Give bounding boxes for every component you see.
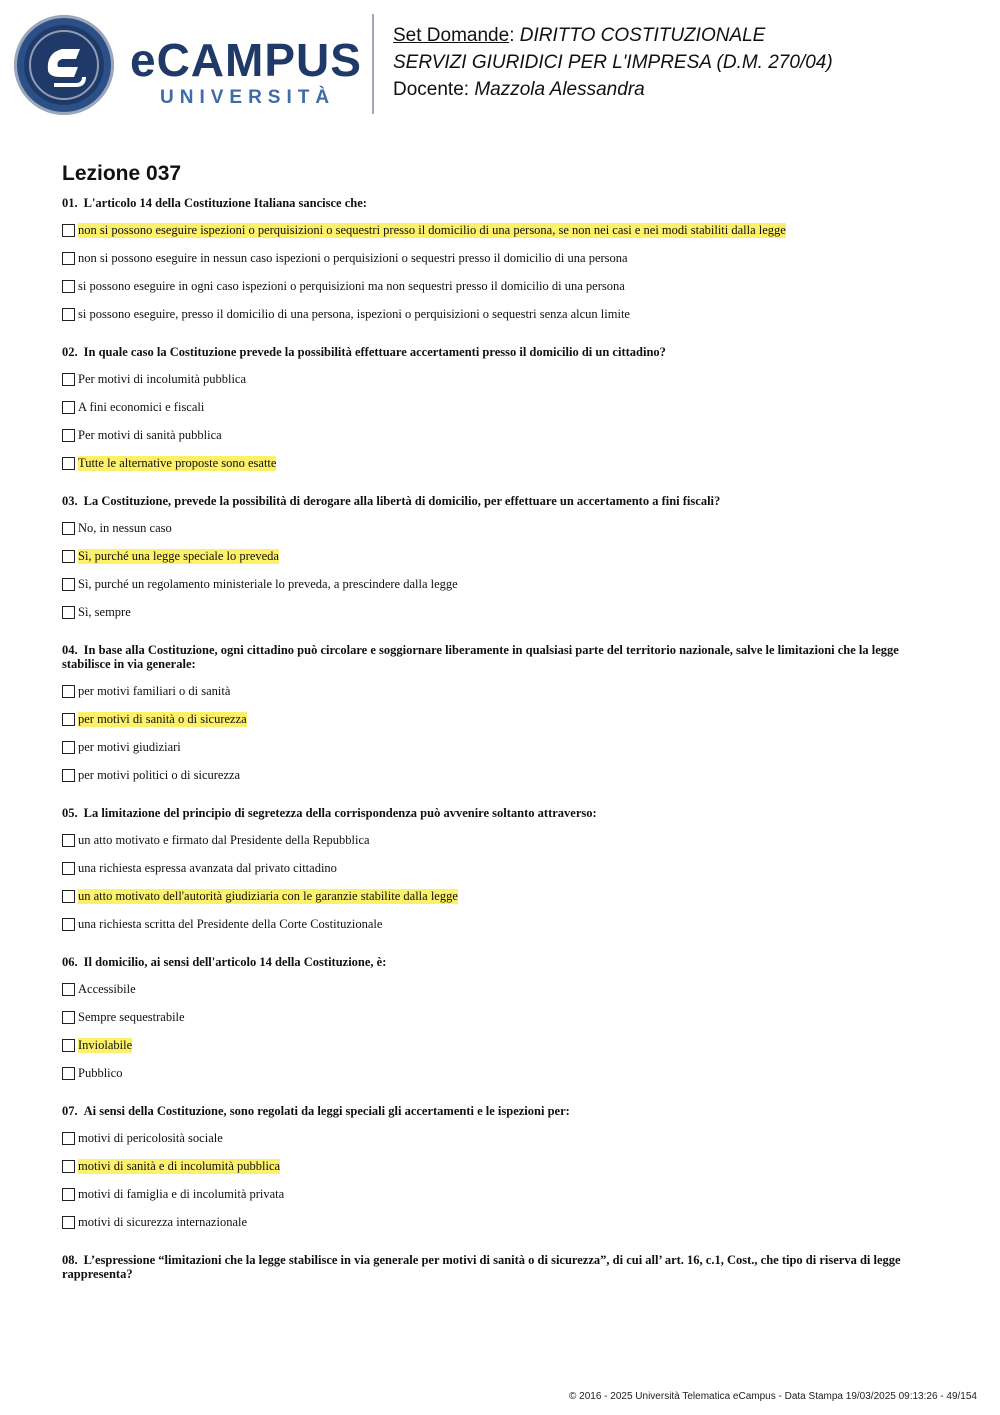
answer-checkbox[interactable] bbox=[62, 373, 75, 386]
question-label: Ai sensi della Costituzione, sono regolati da leggi speciali gli accertamenti e le ispezioni per: bbox=[83, 1104, 570, 1118]
header-divider bbox=[372, 14, 374, 114]
answer-option[interactable] bbox=[62, 1180, 932, 1208]
answer-option[interactable] bbox=[62, 1031, 932, 1059]
answer-checkbox[interactable] bbox=[62, 983, 75, 996]
answer-option[interactable] bbox=[62, 854, 932, 882]
degree-line bbox=[393, 49, 833, 76]
answer-option[interactable] bbox=[62, 216, 932, 244]
degree-name: SERVIZI GIURIDICI PER L'IMPRESA (D.M. 270/04) bbox=[393, 52, 833, 73]
question-number: 06. bbox=[62, 955, 78, 969]
answer-option[interactable] bbox=[62, 761, 932, 789]
answer-option[interactable] bbox=[62, 1208, 932, 1236]
answer-option[interactable] bbox=[62, 1003, 932, 1031]
answer-checkbox[interactable] bbox=[62, 1132, 75, 1145]
answer-checkbox[interactable] bbox=[62, 1011, 75, 1024]
question-text bbox=[62, 1253, 932, 1281]
answer-text-correct: Tutte le alternative proposte sono esatte bbox=[78, 455, 277, 470]
question-text bbox=[62, 345, 932, 359]
question-block bbox=[62, 494, 932, 626]
answer-option[interactable] bbox=[62, 542, 932, 570]
question-number: 08. bbox=[62, 1253, 78, 1267]
answer-text: per motivi familiari o di sanità bbox=[78, 683, 231, 698]
question-text bbox=[62, 196, 932, 210]
answer-checkbox[interactable] bbox=[62, 1188, 75, 1201]
course-name: DIRITTO COSTITUZIONALE bbox=[519, 25, 766, 46]
page-footer: © 2016 - 2025 Università Telematica eCampus - Data Stampa 19/03/2025 09:13:26 - 49/154 bbox=[569, 1391, 977, 1402]
question-label: La limitazione del principio di segretezza della corrispondenza può avvenire soltanto attraverso: bbox=[83, 806, 597, 820]
answer-option[interactable] bbox=[62, 421, 932, 449]
answer-text-correct: un atto motivato dell'autorità giudiziaria con le garanzie stabilite dalla legge bbox=[78, 888, 458, 903]
answer-checkbox[interactable] bbox=[62, 252, 75, 265]
answer-text: per motivi giudiziari bbox=[78, 739, 181, 754]
question-number: 02. bbox=[62, 345, 78, 359]
question-label: In quale caso la Costituzione prevede la possibilità effettuare accertamenti presso il domicilio di un cittadino? bbox=[83, 345, 666, 359]
question-text bbox=[62, 955, 932, 969]
ecampus-logo-text bbox=[130, 34, 362, 109]
answer-checkbox[interactable] bbox=[62, 606, 75, 619]
answer-text-correct: Inviolabile bbox=[78, 1037, 133, 1052]
question-list bbox=[62, 196, 932, 1298]
course-info bbox=[393, 22, 833, 103]
question-label: Il domicilio, ai sensi dell'articolo 14 della Costituzione, è: bbox=[83, 955, 387, 969]
answer-checkbox[interactable] bbox=[62, 550, 75, 563]
answer-checkbox[interactable] bbox=[62, 224, 75, 237]
answer-checkbox[interactable] bbox=[62, 741, 75, 754]
answer-option[interactable] bbox=[62, 826, 932, 854]
question-label: In base alla Costituzione, ogni cittadino può circolare e soggiornare liberamente in qualsiasi parte del territorio nazionale, salve le limitazioni che la legge stabilisce in via generale: bbox=[62, 643, 899, 671]
question-number: 07. bbox=[62, 1104, 78, 1118]
answer-text-correct: non si possono eseguire ispezioni o perquisizioni o sequestri presso il domicilio di una persona, se non nei casi e nei modi stabiliti dalla legge bbox=[78, 222, 786, 237]
answer-text: un atto motivato e firmato dal Presidente della Repubblica bbox=[78, 832, 370, 847]
ecampus-logo-icon bbox=[14, 15, 114, 115]
answer-text-correct: motivi di sanità e di incolumità pubblica bbox=[78, 1158, 281, 1173]
question-text bbox=[62, 806, 932, 820]
answer-text: No, in nessun caso bbox=[78, 520, 172, 535]
answer-text: si possono eseguire in ogni caso ispezioni o perquisizioni ma non sequestri presso il domicilio di una persona bbox=[78, 278, 625, 293]
answer-checkbox[interactable] bbox=[62, 429, 75, 442]
answer-text: Sì, purché un regolamento ministeriale lo preveda, a prescindere dalla legge bbox=[78, 576, 458, 591]
answer-option[interactable] bbox=[62, 910, 932, 938]
question-block bbox=[62, 1104, 932, 1236]
answer-option[interactable] bbox=[62, 365, 932, 393]
set-label: Set Domande bbox=[393, 25, 510, 46]
set-line: Set Domande: DIRITTO COSTITUZIONALE bbox=[393, 25, 766, 46]
answer-checkbox[interactable] bbox=[62, 308, 75, 321]
answer-text-correct: Sì, purché una legge speciale lo preveda bbox=[78, 548, 279, 563]
answer-option[interactable] bbox=[62, 882, 932, 910]
answer-option[interactable] bbox=[62, 393, 932, 421]
answer-text: Accessibile bbox=[78, 981, 136, 996]
answer-checkbox[interactable] bbox=[62, 685, 75, 698]
question-block bbox=[62, 196, 932, 328]
answer-option[interactable] bbox=[62, 272, 932, 300]
answer-checkbox[interactable] bbox=[62, 918, 75, 931]
answer-text: motivi di pericolosità sociale bbox=[78, 1130, 223, 1145]
answer-checkbox[interactable] bbox=[62, 769, 75, 782]
question-label: La Costituzione, prevede la possibilità di derogare alla libertà di domicilio, per effettuare un accertamento a fini fiscali? bbox=[83, 494, 721, 508]
answer-option[interactable] bbox=[62, 244, 932, 272]
answer-text: Per motivi di incolumità pubblica bbox=[78, 371, 247, 386]
answer-text: si possono eseguire, presso il domicilio di una persona, ispezioni o perquisizioni o sequestri senza alcun limite bbox=[78, 306, 630, 321]
question-text bbox=[62, 494, 932, 508]
answer-checkbox[interactable] bbox=[62, 1160, 75, 1173]
answer-option[interactable] bbox=[62, 1152, 932, 1180]
answer-option[interactable] bbox=[62, 1059, 932, 1087]
question-number: 05. bbox=[62, 806, 78, 820]
answer-checkbox[interactable] bbox=[62, 890, 75, 903]
teacher-label: Docente: bbox=[393, 79, 470, 100]
answer-checkbox[interactable] bbox=[62, 401, 75, 414]
answer-option[interactable] bbox=[62, 1124, 932, 1152]
answer-option[interactable] bbox=[62, 677, 932, 705]
answer-checkbox[interactable] bbox=[62, 713, 75, 726]
answer-option[interactable] bbox=[62, 570, 932, 598]
answer-option[interactable] bbox=[62, 975, 932, 1003]
question-label: L’espressione “limitazioni che la legge stabilisce in via generale per motivi di sanità o di sicurezza”, di cui all’ art. 16, c.1, Cost., che tipo di riserva di legge rappresenta? bbox=[62, 1253, 901, 1281]
question-block bbox=[62, 345, 932, 477]
answer-text: motivi di famiglia e di incolumità privata bbox=[78, 1186, 285, 1201]
question-text bbox=[62, 1104, 932, 1118]
answer-text: non si possono eseguire in nessun caso ispezioni o perquisizioni o sequestri presso il domicilio di una persona bbox=[78, 250, 628, 265]
answer-checkbox[interactable] bbox=[62, 834, 75, 847]
answer-checkbox[interactable] bbox=[62, 457, 75, 470]
answer-text: Pubblico bbox=[78, 1065, 123, 1080]
answer-checkbox[interactable] bbox=[62, 1039, 75, 1052]
logo-word: eCAMPUS bbox=[130, 34, 362, 86]
answer-checkbox[interactable] bbox=[62, 578, 75, 591]
answer-text: Sempre sequestrabile bbox=[78, 1009, 185, 1024]
question-block bbox=[62, 643, 932, 789]
answer-text: per motivi politici o di sicurezza bbox=[78, 767, 241, 782]
answer-text: Sì, sempre bbox=[78, 604, 131, 619]
answer-checkbox[interactable] bbox=[62, 862, 75, 875]
question-block bbox=[62, 955, 932, 1087]
answer-option[interactable] bbox=[62, 514, 932, 542]
answer-text: A fini economici e fiscali bbox=[78, 399, 205, 414]
answer-option[interactable] bbox=[62, 705, 932, 733]
answer-text-correct: per motivi di sanità o di sicurezza bbox=[78, 711, 247, 726]
lesson-title: Lezione 037 bbox=[62, 162, 182, 185]
teacher-name: Mazzola Alessandra bbox=[474, 79, 645, 100]
answer-option[interactable] bbox=[62, 449, 932, 477]
question-label: L'articolo 14 della Costituzione Italiana sancisce che: bbox=[83, 196, 367, 210]
question-number: 03. bbox=[62, 494, 78, 508]
answer-checkbox[interactable] bbox=[62, 522, 75, 535]
question-text bbox=[62, 643, 932, 671]
answer-checkbox[interactable] bbox=[62, 1067, 75, 1080]
answer-option[interactable] bbox=[62, 300, 932, 328]
answer-option[interactable] bbox=[62, 733, 932, 761]
teacher-line bbox=[393, 76, 833, 103]
question-number: 01. bbox=[62, 196, 78, 210]
logo-subtitle: UNIVERSITÀ bbox=[160, 87, 336, 108]
answer-text: motivi di sicurezza internazionale bbox=[78, 1214, 248, 1229]
answer-text: una richiesta espressa avanzata dal privato cittadino bbox=[78, 860, 337, 875]
question-block bbox=[62, 806, 932, 938]
answer-text: una richiesta scritta del Presidente della Corte Costituzionale bbox=[78, 916, 383, 931]
answer-option[interactable] bbox=[62, 598, 932, 626]
question-number: 04. bbox=[62, 643, 78, 657]
page-header bbox=[0, 0, 1000, 130]
answer-checkbox[interactable] bbox=[62, 280, 75, 293]
question-block bbox=[62, 1253, 932, 1281]
answer-text: Per motivi di sanità pubblica bbox=[78, 427, 222, 442]
answer-checkbox[interactable] bbox=[62, 1216, 75, 1229]
